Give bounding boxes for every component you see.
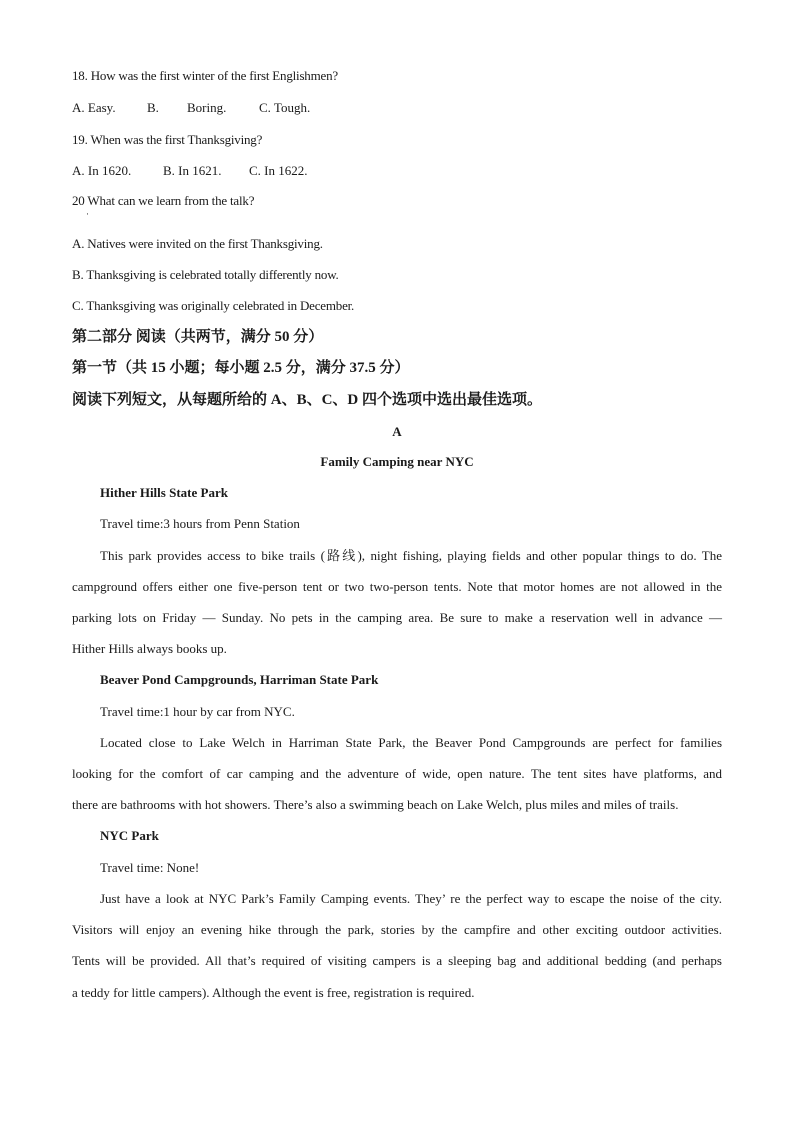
park-heading: Beaver Pond Campgrounds, Harriman State Park [100,672,379,687]
option-c: C. In 1622. [249,163,308,178]
paragraph-line: looking for the comfort of car camping and the adventure of wide, open nature. The tent sites have platforms, and [72,766,722,781]
passage-letter: A [392,424,402,439]
park-heading: NYC Park [100,828,159,843]
paragraph-line: Just have a look at NYC Park’s Family Camping events. They’ re the perfect way to escape the noise of the city. [100,891,722,906]
stray-mark: · [86,209,89,219]
option-a: A. Easy. [72,100,116,115]
paragraph-line: This park provides access to bike trails (路线), night fishing, playing fields and other popular things to do. The [100,548,722,563]
paragraph-line: a teddy for little campers). Although the event is free, registration is required. [72,985,475,1000]
question-20-option-a: A. Natives were invited on the first Thanksgiving. [72,236,323,251]
part-title: 第二部分 阅读（共两节，满分 50 分） [72,329,324,345]
section-title: 第一节（共 15 小题；每小题 2.5 分，满分 37.5 分） [72,360,410,376]
travel-time: Travel time:3 hours from Penn Station [100,516,300,531]
paragraph-line: campground offers either one five-person tent or two two-person tents. Note that motor homes are not allowed in the [72,579,722,594]
option-a: A. In 1620. [72,163,132,178]
paragraph-line: Visitors will enjoy an evening hike through the park, stories by the campfire and other exciting outdoor activities. [72,922,722,937]
paragraph-line: parking lots on Friday — Sunday. No pets in the camping area. Be sure to make a reservation well in advance — [72,610,722,625]
option-b: B. [147,100,159,115]
question-19-stem: 19. When was the first Thanksgiving? [72,132,263,147]
option-b: B. In 1621. [163,163,222,178]
travel-time: Travel time:1 hour by car from NYC. [100,704,295,719]
paragraph-line: there are bathrooms with hot showers. There’s also a swimming beach on Lake Welch, plus miles and miles of trails. [72,797,679,812]
question-20-option-b: B. Thanksgiving is celebrated totally differently now. [72,267,339,282]
option-c: C. Tough. [259,100,311,115]
question-20-stem: 20 What can we learn from the talk? [72,193,255,208]
paragraph-line: Hither Hills always books up. [72,641,227,656]
instruction: 阅读下列短文，从每题所给的 A、B、C、D 四个选项中选出最佳选项。 [72,392,543,408]
option-b-text: Boring. [187,100,227,115]
travel-time: Travel time: None! [100,860,200,875]
question-18-stem: 18. How was the first winter of the first Englishmen? [72,68,338,83]
paragraph-line: Tents will be provided. All that’s required of visiting campers is a sleeping bag and additional bedding (and perhaps [72,953,722,968]
passage-title: Family Camping near NYC [320,454,474,469]
paragraph-line: Located close to Lake Welch in Harriman State Park, the Beaver Pond Campgrounds are perfect for families [100,735,722,750]
park-heading: Hither Hills State Park [100,485,228,500]
question-20-option-c: C. Thanksgiving was originally celebrated in December. [72,298,355,313]
